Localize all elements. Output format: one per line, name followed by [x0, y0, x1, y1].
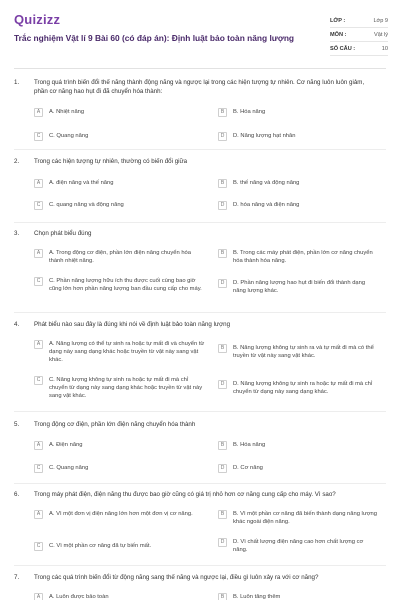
- question-text: Phát biểu nào sau đây là đúng khi nói về định luật bảo toàn năng lượng: [34, 321, 231, 328]
- meta-value: Lớp 9: [373, 17, 388, 24]
- option-letter: B: [218, 108, 227, 117]
- option-letter: A: [34, 441, 43, 450]
- meta-key: MÔN :: [330, 31, 347, 38]
- question-divider: [14, 483, 386, 484]
- option-letter: C: [34, 201, 43, 210]
- option-c[interactable]: [34, 277, 206, 293]
- question-number: 6.: [14, 491, 20, 498]
- option-text: D. Phần năng lượng hao hụt đi biến đổi thành dạng năng lượng khác.: [233, 280, 366, 294]
- option-a[interactable]: [34, 179, 194, 188]
- option-letter: D: [218, 132, 227, 141]
- option-letter: C: [34, 464, 43, 473]
- option-c[interactable]: [34, 464, 194, 473]
- quizizz-logo: Quizizz: [14, 12, 61, 27]
- option-a[interactable]: [34, 510, 194, 519]
- option-text: A. Năng lượng có thể tự sinh ra hoặc tự mất đi và chuyển từ dạng này sang dạng khác hoặc truyền từ vật này sang vật khác.: [49, 341, 205, 363]
- question-text: Trong máy phát điện, điện năng thu được bao giờ cũng có giá trị nhỏ hơn cơ năng cung cấp cho máy. Vì sao?: [34, 491, 336, 498]
- option-text: B. Vì một phần cơ năng đã biến thành dạng năng lượng khác ngoài điện năng.: [233, 511, 377, 525]
- option-text: A. Điện năng: [49, 442, 83, 448]
- option-d[interactable]: [218, 279, 378, 295]
- page-title: Trắc nghiệm Vật lí 9 Bài 60 (có đáp án): Định luật bảo toàn năng lượng: [14, 33, 295, 43]
- option-d[interactable]: [218, 380, 378, 396]
- option-text: D. Năng lượng hạt nhân: [233, 133, 296, 139]
- option-text: A. Trong động cơ điện, phần lớn điện năng chuyển hóa thành nhiệt năng.: [49, 250, 192, 264]
- option-text: A. Vì một đơn vị điện năng lớn hơn một đơn vị cơ năng.: [49, 511, 193, 517]
- question-1: [14, 78, 386, 139]
- option-letter: B: [218, 344, 227, 353]
- option-letter: A: [34, 593, 43, 600]
- option-text: B. Luôn tăng thêm: [233, 594, 281, 600]
- option-letter: A: [34, 249, 43, 258]
- option-text: D. hóa năng và điện năng: [233, 202, 300, 208]
- question-2: [14, 157, 386, 208]
- meta-value: Vật lý: [374, 31, 388, 38]
- question-number: 7.: [14, 574, 20, 581]
- option-a[interactable]: [34, 441, 194, 450]
- option-letter: A: [34, 340, 43, 349]
- option-letter: D: [218, 279, 227, 288]
- option-b[interactable]: [218, 441, 378, 450]
- question-divider: [14, 149, 386, 150]
- question-number: 5.: [14, 421, 20, 428]
- option-a[interactable]: [34, 340, 206, 364]
- option-c[interactable]: [34, 132, 194, 141]
- option-text: C. Quang năng: [49, 133, 89, 139]
- question-4: [14, 320, 386, 399]
- question-number: 1.: [14, 79, 20, 86]
- option-letter: B: [218, 179, 227, 188]
- question-text: Trong các quá trình biến đổi từ động năng sang thế năng và ngược lại, điều gì luôn xảy ra với cơ năng?: [34, 574, 319, 581]
- question-divider: [14, 411, 386, 412]
- option-letter: D: [218, 464, 227, 473]
- option-letter: D: [218, 380, 227, 389]
- meta-row-count: [330, 42, 388, 56]
- option-text: C. Phần năng lượng hữu ích thu được cuối cùng bao giờ cũng lớn hơn phần năng lượng ban đầu cung cấp cho máy.: [49, 278, 202, 292]
- option-d[interactable]: [218, 132, 378, 141]
- option-d[interactable]: [218, 538, 378, 554]
- option-text: B. Trong các máy phát điện, phần lớn cơ năng chuyển hóa thành hóa năng.: [233, 250, 373, 264]
- question-text: Trong quá trình biến đổi thế năng thành động năng và ngược lại trong các hiện tượng tự nhiên. Cơ năng luôn luôn giảm, phần cơ năng hao hụt đi đã chuyển hóa thành:: [34, 79, 365, 95]
- option-text: C. quang năng và động năng: [49, 202, 124, 208]
- option-text: A. điện năng và thế năng: [49, 180, 114, 186]
- option-letter: B: [218, 441, 227, 450]
- question-5: [14, 420, 386, 471]
- option-text: C. Vì một phần cơ năng đã tự biến mất.: [49, 543, 152, 549]
- option-text: B. Hóa năng: [233, 109, 266, 115]
- question-7: [14, 573, 386, 600]
- option-letter: C: [34, 542, 43, 551]
- option-text: B. Hóa năng: [233, 442, 266, 448]
- option-d[interactable]: [218, 464, 378, 473]
- option-c[interactable]: [34, 542, 194, 551]
- question-text: Trong các hiện tượng tự nhiên, thường có biến đổi giữa: [34, 158, 188, 165]
- page-header: [0, 0, 400, 66]
- option-b[interactable]: [218, 593, 378, 600]
- option-letter: B: [218, 249, 227, 258]
- option-d[interactable]: [218, 201, 378, 210]
- option-text: D. Năng lượng không tự sinh ra hoặc tự mất đi mà chỉ chuyển từ dạng này sang dạng khác.: [233, 381, 373, 395]
- question-text: Chọn phát biểu đúng: [34, 230, 92, 237]
- option-letter: B: [218, 510, 227, 519]
- meta-key: LỚP :: [330, 17, 346, 24]
- option-b[interactable]: [218, 510, 378, 526]
- option-c[interactable]: [34, 376, 206, 400]
- option-letter: A: [34, 179, 43, 188]
- option-letter: C: [34, 376, 43, 385]
- option-text: A. Nhiệt năng: [49, 109, 85, 115]
- option-letter: C: [34, 132, 43, 141]
- question-divider: [14, 222, 386, 223]
- option-text: C. Năng lượng không tự sinh ra hoặc tự mất đi mà chỉ chuyển từ dạng này sang dạng khác hoặc truyền từ vật này sang vật khác.: [49, 377, 203, 399]
- question-number: 2.: [14, 158, 20, 165]
- option-a[interactable]: [34, 593, 194, 600]
- option-b[interactable]: [218, 344, 378, 360]
- option-b[interactable]: [218, 179, 378, 188]
- question-3: [14, 229, 386, 294]
- meta-key: SỐ CÂU :: [330, 45, 356, 52]
- option-text: B. Năng lượng không tự sinh ra và tự mất đi mà có thể truyền từ vật này sang vật khác.: [233, 345, 374, 359]
- option-text: D. Vì chất lượng điện năng cao hơn chất lượng cơ năng.: [233, 539, 364, 553]
- header-divider: [14, 68, 386, 69]
- option-letter: A: [34, 108, 43, 117]
- quiz-meta-table: [330, 14, 388, 56]
- option-text: B. thế năng và động năng: [233, 180, 300, 186]
- question-number: 3.: [14, 230, 20, 237]
- option-a[interactable]: [34, 249, 206, 265]
- option-letter: A: [34, 510, 43, 519]
- option-letter: B: [218, 593, 227, 600]
- meta-value: 10: [381, 45, 388, 52]
- meta-row-subject: [330, 28, 388, 42]
- meta-row-class: [330, 14, 388, 28]
- question-divider: [14, 312, 386, 313]
- option-letter: D: [218, 538, 227, 547]
- question-divider: [14, 565, 386, 566]
- option-letter: C: [34, 277, 43, 286]
- option-b[interactable]: [218, 249, 378, 265]
- option-letter: D: [218, 201, 227, 210]
- question-text: Trong động cơ điện, phần lớn điện năng chuyển hóa thành: [34, 421, 196, 428]
- option-b[interactable]: [218, 108, 378, 117]
- option-text: D. Cơ năng: [233, 465, 263, 471]
- option-text: C. Quang năng: [49, 465, 89, 471]
- option-text: A. Luôn được bảo toàn: [49, 594, 109, 600]
- option-c[interactable]: [34, 201, 194, 210]
- option-a[interactable]: [34, 108, 194, 117]
- question-6: [14, 490, 386, 553]
- question-number: 4.: [14, 321, 20, 328]
